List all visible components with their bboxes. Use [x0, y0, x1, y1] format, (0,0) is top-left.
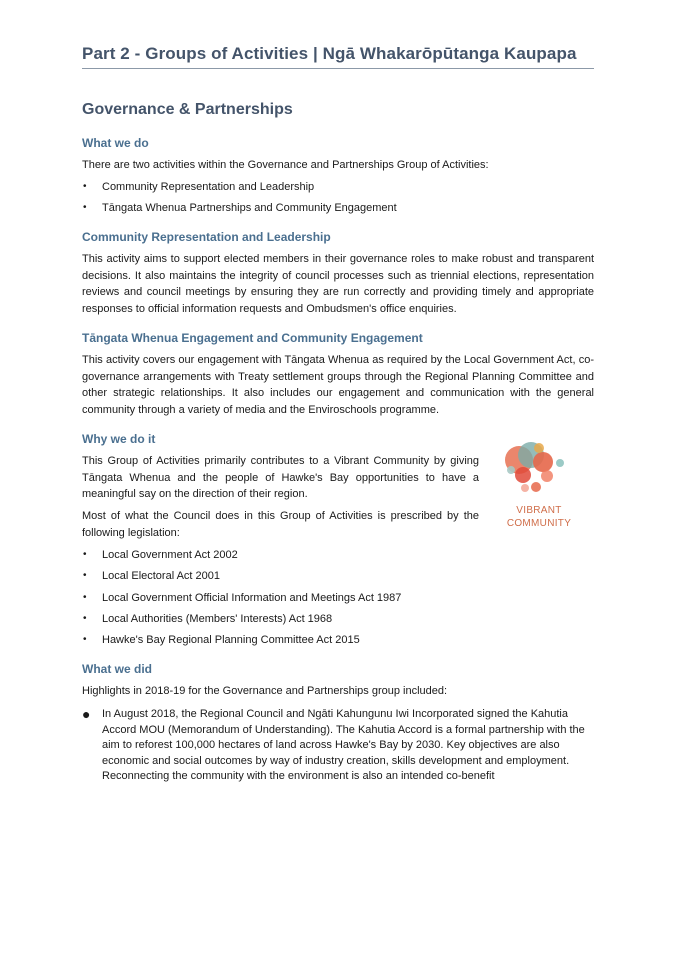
- community-rep-heading: Community Representation and Leadership: [82, 230, 331, 244]
- vibrant-community-logo: [503, 440, 575, 540]
- list-item: • Hawke's Bay Regional Planning Committee Act 2015: [83, 634, 360, 647]
- tangata-heading: Tāngata Whenua Engagement and Community Engagement: [82, 331, 423, 345]
- community-rep-body: This activity aims to support elected members in their governance roles to make robust and transparent decisions. It also maintains the integrity of council processes such as triennial elections, representation reviews and council meetings by ensuring they are run correctly and providing timely and appropriate responses to official information requests and Ombudsmen's office enquiries.: [82, 253, 594, 315]
- highlight-item: [82, 707, 594, 785]
- highlight-text: In August 2018, the Regional Council and Ngāti Kahungunu Iwi Incorporated signed the Kahutia Accord MOU (Memorandum of Understanding). The Kahutia Accord is a formal partnership with the aim to reforest 100,000 hectares of land across Hawke's Bay by 2030. Key objectives are also economic and social outcomes by way of industry creation, skills development and employment. Reconnecting the community with the environment is also an intended co-benefit: [102, 708, 585, 783]
- what-we-did-heading: What we did: [82, 662, 152, 676]
- what-we-did-intro: Highlights in 2018-19 for the Governance and Partnerships group included:: [82, 685, 448, 697]
- list-item: • Community Representation and Leadership: [83, 181, 315, 193]
- list-item: • Local Authorities (Members' Interests) Act 1968: [83, 612, 333, 625]
- list-item: • Local Government Act 2002: [83, 549, 238, 561]
- activities-list: [82, 179, 594, 222]
- legislation-list: [82, 547, 594, 653]
- why-para-2: Most of what the Council does in this Group of Activities is prescribed by the following legislation:: [82, 510, 479, 539]
- bullet-icon: •: [83, 612, 87, 624]
- list-item: • Local Government Official Information and Meetings Act 1987: [83, 591, 402, 604]
- bullet-icon: ●: [82, 706, 91, 722]
- bullet-icon: •: [83, 549, 87, 560]
- what-we-do-heading: What we do: [82, 136, 149, 150]
- bullet-icon: •: [83, 181, 87, 192]
- bullet-icon: •: [83, 634, 87, 646]
- why-para-1: This Group of Activities primarily contributes to a Vibrant Community by giving Tāngata Whenua and the people of Hawke's Bay opportunities to have a meaningful say on the direction of their region.: [82, 455, 479, 501]
- vibrant-community-icon: [503, 440, 575, 502]
- bullet-icon: •: [83, 202, 87, 214]
- section-title: Governance & Partnerships: [82, 101, 293, 118]
- logo-text: VIBRANT COMMUNITY: [506, 505, 572, 529]
- bullet-icon: •: [83, 570, 87, 582]
- title-rule: [82, 68, 594, 69]
- list-item: • Tāngata Whenua Partnerships and Community Engagement: [83, 202, 397, 215]
- why-heading: Why we do it: [82, 432, 156, 446]
- what-we-do-intro: There are two activities within the Governance and Partnerships Group of Activities:: [82, 159, 489, 171]
- bullet-icon: •: [83, 591, 87, 603]
- part-title: Part 2 - Groups of Activities | Ngā Whakarōpūtanga Kaupapa: [82, 44, 577, 63]
- list-item: • Local Electoral Act 2001: [83, 570, 221, 583]
- tangata-body: This activity covers our engagement with Tāngata Whenua as required by the Local Government Act, co-governance arrangements with Treaty settlement groups through the Regional Planning Committee and other strategic relationships. It also includes our engagement and communication with the general community through a variety of media and the Enviroschools programme.: [82, 354, 594, 416]
